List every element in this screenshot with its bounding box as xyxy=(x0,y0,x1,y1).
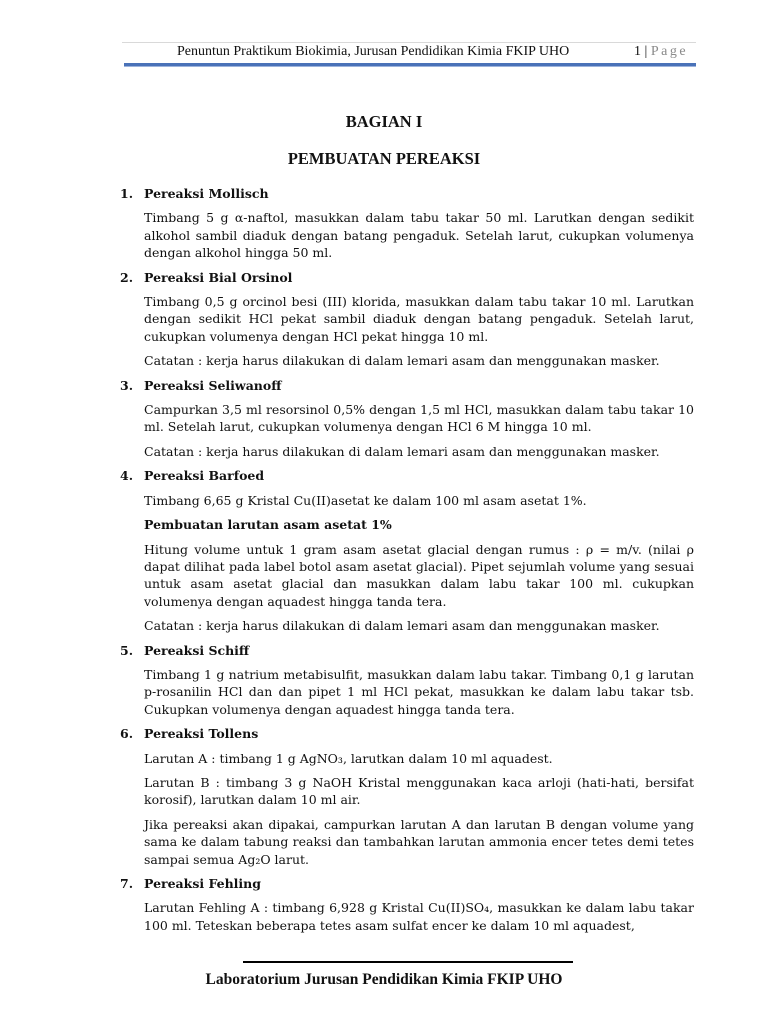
paragraph: Larutan Fehling A : timbang 6,928 g Kristal Cu(II)SO₄, masukkan ke dalam labu takar 100 ml. Teteskan beberapa tetes asam sulfat encer ke dalam 10 ml aquadest, xyxy=(144,900,694,933)
paragraph: Timbang 5 g α-naftol, masukkan dalam tabu takar 50 ml. Larutkan dengan sedikit alkohol sambil diaduk dengan batang pengaduk. Setelah larut, cukupkan volumenya dengan alkohol hingga 50 ml. xyxy=(144,210,694,261)
paragraph: Catatan : kerja harus dilakukan di dalam lemari asam dan menggunakan masker. xyxy=(144,618,660,634)
item-title: Pereaksi Mollisch xyxy=(144,186,269,201)
paragraph: Larutan A : timbang 1 g AgNO₃, larutkan dalam 10 ml aquadest. xyxy=(144,750,553,766)
header-rule-thin xyxy=(124,66,696,67)
item-subtitle: Pembuatan larutan asam asetat 1% xyxy=(144,517,392,533)
page-separator: | xyxy=(644,44,648,59)
list-item xyxy=(120,725,694,868)
paragraph: Timbang 1 g natrium metabisulfit, masukkan dalam labu takar. Timbang 0,1 g larutan p-rosanilin HCl dan dan pipet 1 ml HCl pekat, masukkan ke dalam labu takar tsb. Cukupkan volumenya dengan aquadest hingga tanda tera. xyxy=(144,666,694,717)
list-item xyxy=(120,642,694,719)
paragraph: Hitung volume untuk 1 gram asam asetat glacial dengan rumus : ρ = m/v. (nilai ρ dapat dilihat pada label botol asam asetat glacial). Pipet sejumlah volume yang sesuai untuk asam asetat glacial dan masukkan dalam labu takar 100 ml. cukupkan volumenya dengan aquadest hingga tanda tera. xyxy=(144,541,694,609)
list-item xyxy=(120,269,694,370)
part-title: BAGIAN I xyxy=(345,112,423,131)
item-number: 3. xyxy=(120,377,134,393)
paragraph: Catatan : kerja harus dilakukan di dalam lemari asam dan menggunakan masker. xyxy=(144,443,660,459)
list-item xyxy=(120,377,694,461)
item-title: Pereaksi Bial Orsinol xyxy=(144,269,293,285)
item-number: 5. xyxy=(120,642,134,658)
paragraph: Timbang 0,5 g orcinol besi (III) klorida, masukkan dalam tabu takar 10 ml. Larutkan dengan sedikit HCl pekat sambil diaduk dengan batang pengaduk. Setelah larut, cukupkan volumenya dengan HCl pekat hingga 10 ml. xyxy=(144,294,694,344)
section-heading: PEMBUATAN PEREAKSI xyxy=(287,149,481,168)
item-title: Pereaksi Fehling xyxy=(144,876,262,891)
item-title: Pereaksi Tollens xyxy=(144,726,259,742)
header-top-line xyxy=(122,42,696,43)
footer-text: Laboratorium Jurusan Pendidikan Kimia FKIP UHO xyxy=(205,971,563,988)
page-word: Page xyxy=(650,44,689,59)
running-header-title: Penuntun Praktikum Biokimia, Jurusan Pendidikan Kimia FKIP UHO xyxy=(177,44,570,59)
list-item xyxy=(120,875,694,934)
footer-rule xyxy=(243,961,573,963)
paragraph: Timbang 6,65 g Kristal Cu(II)asetat ke dalam 100 ml asam asetat 1%. xyxy=(144,492,587,508)
page-number: 1 xyxy=(634,44,641,59)
item-number: 4. xyxy=(120,468,134,484)
paragraph: Campurkan 3,5 ml resorsinol 0,5% dengan 1,5 ml HCl, masukkan dalam tabu takar 10 ml. Setelah larut, cukupkan volumenya dengan HCl 6 M hingga 10 ml. xyxy=(144,402,694,435)
list-item xyxy=(120,467,694,634)
paragraph: Larutan B : timbang 3 g NaOH Kristal menggunakan kaca arloji (hati-hati, bersifat korosif), larutkan dalam 10 ml air. xyxy=(144,774,694,808)
item-number: 6. xyxy=(120,726,134,742)
item-number: 7. xyxy=(120,876,134,891)
item-number: 2. xyxy=(120,269,134,285)
document-body xyxy=(120,185,694,941)
item-title: Pereaksi Schiff xyxy=(144,642,250,658)
item-title: Pereaksi Seliwanoff xyxy=(144,377,282,393)
page-number-label xyxy=(634,44,688,60)
item-number: 1. xyxy=(120,186,134,201)
paragraph: Catatan : kerja harus dilakukan di dalam lemari asam dan menggunakan masker. xyxy=(144,353,660,369)
item-title: Pereaksi Barfoed xyxy=(144,468,265,484)
paragraph: Jika pereaksi akan dipakai, campurkan larutan A dan larutan B dengan volume yang sama ke dalam tabung reaksi dan tambahkan larutan ammonia encer tetes demi tetes sampai semua Ag₂O larut. xyxy=(144,816,694,867)
list-item xyxy=(120,185,694,262)
